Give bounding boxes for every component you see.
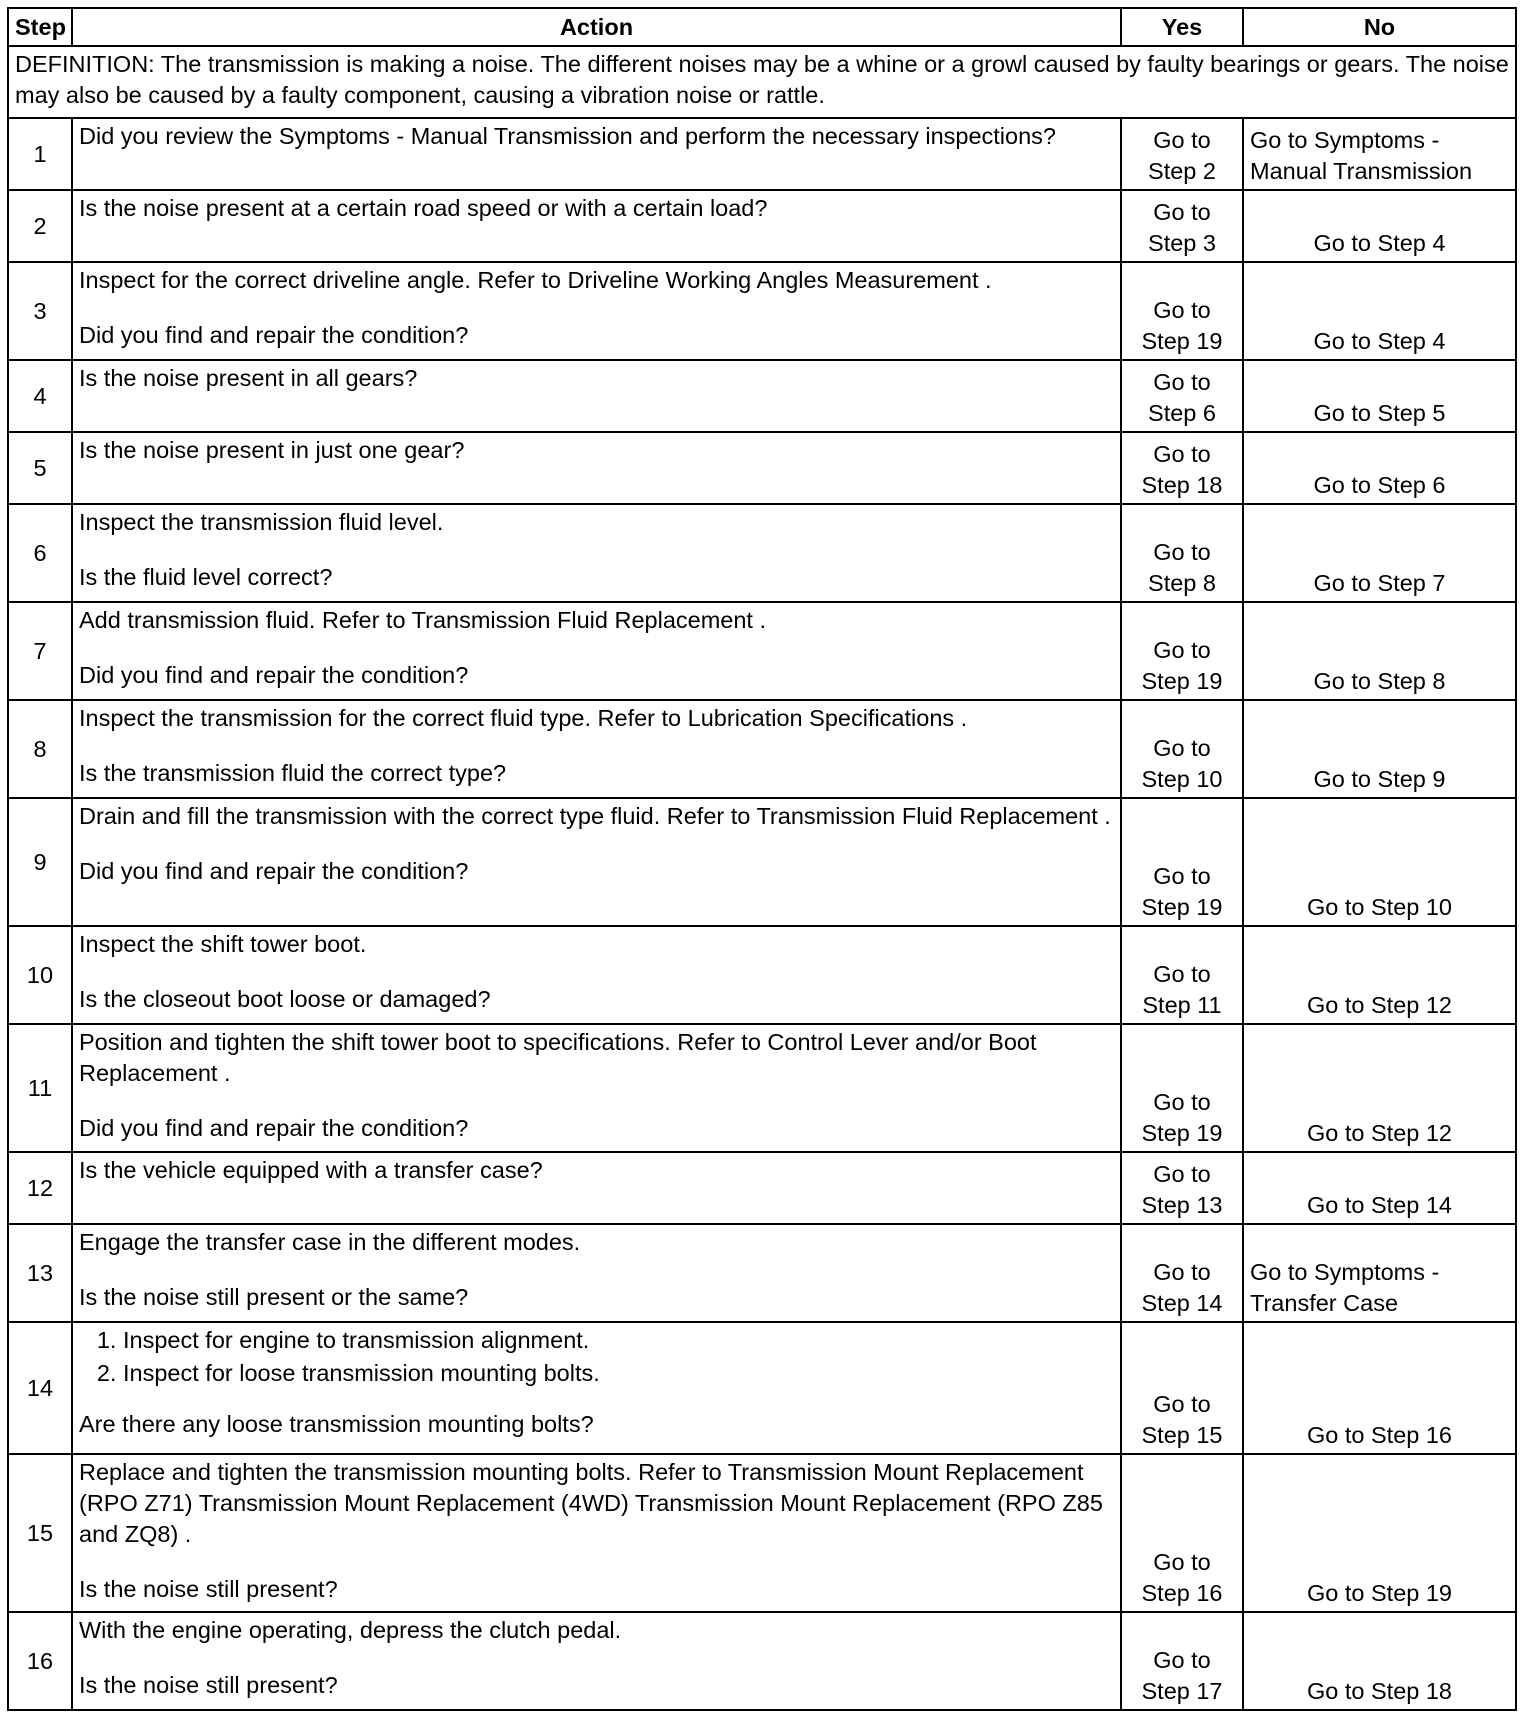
action-question: Is the fluid level correct?	[79, 564, 333, 590]
action-list-item: 2. Inspect for loose transmission mounting bolts.	[123, 1358, 1114, 1389]
no-result: Go to Step 14	[1243, 1152, 1516, 1224]
action-question: Is the noise still present?	[79, 1672, 338, 1698]
yes-result: Go to Step 19	[1121, 262, 1243, 360]
no-result: Go to Step 6	[1243, 432, 1516, 504]
action-cell	[72, 504, 1121, 602]
no-result: Go to Step 9	[1243, 700, 1516, 798]
action-cell	[72, 1322, 1121, 1454]
table-row	[8, 504, 1516, 602]
step-number: 2	[8, 190, 72, 262]
action-cell	[72, 798, 1121, 926]
yes-result: Go to Step 14	[1121, 1224, 1243, 1322]
action-cell	[72, 262, 1121, 360]
no-result: Go to Step 19	[1243, 1454, 1516, 1612]
yes-result: Go to Step 10	[1121, 700, 1243, 798]
action-list-item: 1. Inspect for engine to transmission alignment.	[123, 1325, 1114, 1356]
action-question: Did you find and repair the condition?	[79, 322, 469, 348]
definition-row	[8, 46, 1516, 118]
no-result: Go to Step 10	[1243, 798, 1516, 926]
table-row	[8, 432, 1516, 504]
header-no: No	[1243, 8, 1516, 46]
action-text: Drain and fill the transmission with the correct type fluid. Refer to Transmission Fluid Replacement .	[79, 803, 1111, 829]
action-list	[79, 1325, 1114, 1389]
action-text: Is the noise present in all gears?	[79, 365, 418, 391]
step-number: 5	[8, 432, 72, 504]
yes-result: Go to Step 19	[1121, 602, 1243, 700]
action-text: Is the noise present in just one gear?	[79, 437, 465, 463]
action-cell	[72, 926, 1121, 1024]
action-cell	[72, 1224, 1121, 1322]
action-question: Is the noise still present or the same?	[79, 1284, 469, 1310]
action-question: Is the closeout boot loose or damaged?	[79, 986, 491, 1012]
step-number: 15	[8, 1454, 72, 1612]
yes-result: Go to Step 8	[1121, 504, 1243, 602]
yes-result: Go to Step 15	[1121, 1322, 1243, 1454]
action-cell	[72, 190, 1121, 262]
header-yes: Yes	[1121, 8, 1243, 46]
action-text: Add transmission fluid. Refer to Transmission Fluid Replacement .	[79, 607, 767, 633]
table-row	[8, 118, 1516, 190]
action-cell	[72, 1024, 1121, 1152]
yes-result: Go to Step 2	[1121, 118, 1243, 190]
action-text: Engage the transfer case in the different modes.	[79, 1229, 581, 1255]
no-result: Go to Symptoms - Manual Transmission	[1243, 118, 1516, 190]
yes-result: Go to Step 13	[1121, 1152, 1243, 1224]
action-text: With the engine operating, depress the clutch pedal.	[79, 1617, 622, 1643]
action-cell	[72, 118, 1121, 190]
table-row	[8, 602, 1516, 700]
action-text: Is the noise present at a certain road speed or with a certain load?	[79, 195, 768, 221]
table-row	[8, 1612, 1516, 1710]
action-text: Did you review the Symptoms - Manual Transmission and perform the necessary inspections?	[79, 123, 1056, 149]
table-row	[8, 262, 1516, 360]
action-question: Did you find and repair the condition?	[79, 662, 469, 688]
no-result: Go to Step 16	[1243, 1322, 1516, 1454]
no-result: Go to Step 4	[1243, 190, 1516, 262]
action-question: Did you find and repair the condition?	[79, 1115, 469, 1141]
step-number: 1	[8, 118, 72, 190]
yes-result: Go to Step 11	[1121, 926, 1243, 1024]
step-number: 12	[8, 1152, 72, 1224]
yes-result: Go to Step 16	[1121, 1454, 1243, 1612]
definition-text: DEFINITION: The transmission is making a noise. The different noises may be a whine or a growl caused by faulty bearings or gears. The noise may also be caused by a faulty component, causing a vibration noise or rattle.	[8, 46, 1516, 118]
diagnostic-table	[7, 7, 1517, 1711]
step-number: 16	[8, 1612, 72, 1710]
action-text: Inspect the shift tower boot.	[79, 931, 367, 957]
table-row	[8, 1322, 1516, 1454]
table-row	[8, 926, 1516, 1024]
action-question: Did you find and repair the condition?	[79, 858, 469, 884]
no-result: Go to Step 4	[1243, 262, 1516, 360]
no-result: Go to Step 18	[1243, 1612, 1516, 1710]
step-number: 6	[8, 504, 72, 602]
table-row	[8, 1224, 1516, 1322]
table-row	[8, 190, 1516, 262]
action-text: Replace and tighten the transmission mounting bolts. Refer to Transmission Mount Replacement (RPO Z71) Transmission Mount Replacement (4WD) Transmission Mount Replacement (RPO Z85 and ZQ8) .	[79, 1459, 1103, 1547]
action-cell	[72, 1612, 1121, 1710]
action-cell	[72, 432, 1121, 504]
no-result: Go to Step 8	[1243, 602, 1516, 700]
action-text: Inspect the transmission fluid level.	[79, 509, 444, 535]
step-number: 11	[8, 1024, 72, 1152]
yes-result: Go to Step 3	[1121, 190, 1243, 262]
step-number: 10	[8, 926, 72, 1024]
table-row	[8, 1454, 1516, 1612]
action-cell	[72, 1152, 1121, 1224]
table-row	[8, 1024, 1516, 1152]
step-number: 9	[8, 798, 72, 926]
action-question: Is the transmission fluid the correct type?	[79, 760, 507, 786]
action-question: Is the noise still present?	[79, 1576, 338, 1602]
action-text: Position and tighten the shift tower boot to specifications. Refer to Control Lever and/or Boot Replacement .	[79, 1029, 1037, 1086]
action-cell	[72, 360, 1121, 432]
no-result: Go to Step 12	[1243, 1024, 1516, 1152]
no-result: Go to Step 7	[1243, 504, 1516, 602]
header-action: Action	[72, 8, 1121, 46]
step-number: 7	[8, 602, 72, 700]
table-row	[8, 798, 1516, 926]
step-number: 4	[8, 360, 72, 432]
table-row	[8, 700, 1516, 798]
yes-result: Go to Step 18	[1121, 432, 1243, 504]
table-row	[8, 1152, 1516, 1224]
step-number: 3	[8, 262, 72, 360]
yes-result: Go to Step 6	[1121, 360, 1243, 432]
action-cell	[72, 1454, 1121, 1612]
action-text: Inspect for the correct driveline angle. Refer to Driveline Working Angles Measurement .	[79, 267, 992, 293]
action-cell	[72, 700, 1121, 798]
action-text: Is the vehicle equipped with a transfer case?	[79, 1157, 543, 1183]
no-result: Go to Step 12	[1243, 926, 1516, 1024]
header-step: Step	[8, 8, 72, 46]
yes-result: Go to Step 19	[1121, 798, 1243, 926]
no-result: Go to Symptoms - Transfer Case	[1243, 1224, 1516, 1322]
step-number: 14	[8, 1322, 72, 1454]
table-row	[8, 360, 1516, 432]
step-number: 13	[8, 1224, 72, 1322]
action-text: Are there any loose transmission mounting bolts?	[79, 1411, 594, 1437]
yes-result: Go to Step 19	[1121, 1024, 1243, 1152]
yes-result: Go to Step 17	[1121, 1612, 1243, 1710]
step-number: 8	[8, 700, 72, 798]
action-text: Inspect the transmission for the correct fluid type. Refer to Lubrication Specifications .	[79, 705, 968, 731]
header-row	[8, 8, 1516, 46]
action-cell	[72, 602, 1121, 700]
no-result: Go to Step 5	[1243, 360, 1516, 432]
